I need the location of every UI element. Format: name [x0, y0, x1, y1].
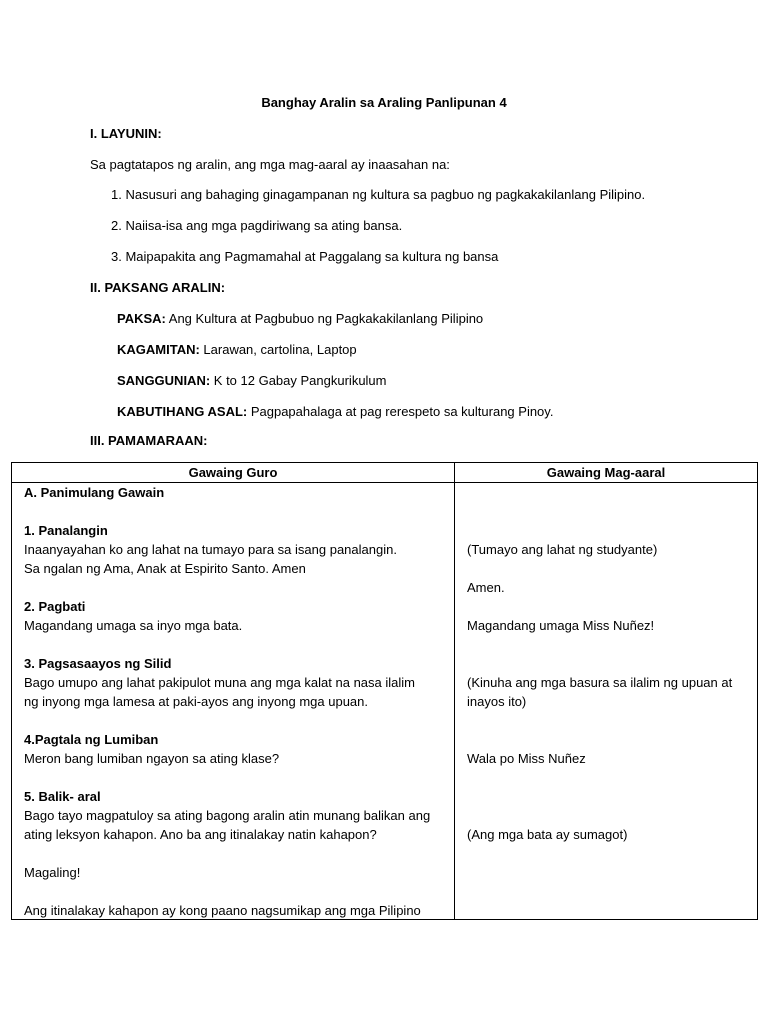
guro-line: Bago umupo ang lahat pakipulot muna ang mga kalat na nasa ilalim [24, 675, 415, 690]
objective-item: 2. Naiisa-isa ang mga pagdiriwang sa ating bansa. [111, 218, 403, 233]
guro-line: Bago tayo magpatuloy sa ating bagong aralin atin munang balikan ang [24, 808, 431, 823]
kagamitan-value: Larawan, cartolina, Laptop [199, 342, 357, 357]
guro-line: Ang itinalakay kahapon ay kong paano nagsumikap ang mga Pilipino [24, 903, 421, 918]
objective-item: 1. Nasusuri ang bahaging ginagampanan ng kultura sa pagbuo ng pagkakakilanlang Pilipino. [111, 187, 646, 202]
paksa-line [117, 311, 483, 327]
mag-aaral-line: (Ang mga bata ay sumagot) [467, 827, 628, 842]
procedure-table [11, 462, 758, 920]
column-header-mag-aaral: Gawaing Mag-aaral [455, 463, 758, 483]
mag-aaral-line: Magandang umaga Miss Nuñez! [467, 618, 655, 633]
table-row [12, 483, 758, 920]
step-heading: 5. Balik- aral [24, 789, 101, 804]
kagamitan-line [117, 342, 357, 358]
step-heading: 4.Pagtala ng Lumiban [24, 732, 159, 747]
kabutihang-asal-label: KABUTIHANG ASAL: [117, 404, 248, 419]
step-heading: 1. Panalangin [24, 523, 108, 538]
mag-aaral-line: inayos ito) [467, 694, 527, 709]
objective-item: 3. Maipapakita ang Pagmamahal at Paggalang sa kultura ng bansa [111, 249, 499, 264]
guro-cell [12, 483, 455, 920]
guro-line: Sa ngalan ng Ama, Anak at Espirito Santo. Amen [24, 561, 306, 576]
guro-line: Magaling! [24, 865, 81, 880]
kabutihang-asal-value: Pagpapahalaga at pag rerespeto sa kulturang Pinoy. [247, 404, 554, 419]
kagamitan-label: KAGAMITAN: [117, 342, 200, 357]
mag-aaral-line: Wala po Miss Nuñez [467, 751, 586, 766]
pamamaraan-heading: III. PAMAMARAAN: [90, 433, 208, 448]
sanggunian-line [117, 373, 387, 389]
paksa-value: Ang Kultura at Pagbubuo ng Pagkakakilanlang Pilipino [165, 311, 484, 326]
guro-line: Magandang umaga sa inyo mga bata. [24, 618, 243, 633]
mag-aaral-cell [455, 483, 758, 920]
guro-line: Inaanyayahan ko ang lahat na tumayo para sa isang panalangin. [24, 542, 397, 557]
mag-aaral-line: (Kinuha ang mga basura sa ilalim ng upuan at [467, 675, 733, 690]
layunin-heading: I. LAYUNIN: [90, 126, 162, 141]
mag-aaral-line: Amen. [467, 580, 505, 595]
mag-aaral-line: (Tumayo ang lahat ng studyante) [467, 542, 658, 557]
guro-line: ng inyong mga lamesa at paki-ayos ang inyong mga upuan. [24, 694, 368, 709]
table-header-row [12, 463, 758, 483]
step-heading: 2. Pagbati [24, 599, 86, 614]
guro-line: ating leksyon kahapon. Ano ba ang itinalakay natin kahapon? [24, 827, 377, 842]
sanggunian-label: SANGGUNIAN: [117, 373, 211, 388]
kabutihang-asal-line [117, 404, 553, 420]
paksang-aralin-heading: II. PAKSANG ARALIN: [90, 280, 226, 295]
column-header-guro: Gawaing Guro [12, 463, 455, 483]
document-title: Banghay Aralin sa Araling Panlipunan 4 [261, 95, 507, 110]
guro-line: Meron bang lumiban ngayon sa ating klase? [24, 751, 280, 766]
layunin-intro: Sa pagtatapos ng aralin, ang mga mag-aaral ay inaasahan na: [90, 157, 450, 172]
paksa-label: PAKSA: [117, 311, 166, 326]
section-heading: A. Panimulang Gawain [24, 485, 165, 500]
sanggunian-value: K to 12 Gabay Pangkurikulum [210, 373, 387, 388]
step-heading: 3. Pagsasaayos ng Silid [24, 656, 172, 671]
